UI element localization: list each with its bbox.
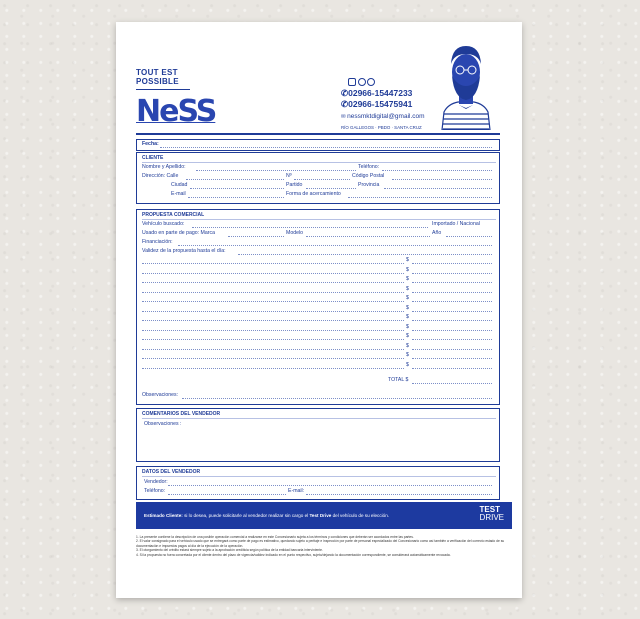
- twitter-icon: [358, 78, 366, 86]
- ciudad-label: Ciudad: [171, 182, 188, 188]
- comentarios-title: COMENTARIOS DEL VENDEDOR: [142, 411, 221, 417]
- phone-1-number: 02966-15447233: [348, 88, 413, 98]
- tagline-line-1: TOUT EST: [136, 68, 178, 77]
- bearded-man-illustration: [438, 42, 494, 130]
- nombre-field[interactable]: [196, 170, 356, 171]
- provincia-label: Provincia: [358, 182, 380, 188]
- propuesta-section: [136, 209, 500, 405]
- contact-address: RÍO GALLEGOS · PBDO · SANTA CRUZ: [341, 125, 422, 130]
- vendedor-telefono-field[interactable]: [168, 494, 286, 495]
- tagline-underline: [136, 89, 190, 90]
- item-currency-symbol: $: [406, 285, 409, 292]
- item-price-field[interactable]: [412, 368, 492, 369]
- item-price-field[interactable]: [412, 301, 492, 302]
- total-field[interactable]: [412, 383, 492, 384]
- numero-field[interactable]: [294, 179, 350, 180]
- provincia-field[interactable]: [384, 188, 492, 189]
- item-description-field[interactable]: [142, 263, 404, 264]
- vendedor-field[interactable]: [168, 485, 492, 486]
- vendedor-email-label: E-mail:: [288, 488, 305, 494]
- item-price-field[interactable]: [412, 273, 492, 274]
- test-drive-banner: [136, 502, 512, 529]
- vendedor-telefono-label: Teléfono:: [144, 488, 166, 494]
- phone-1: [341, 88, 425, 99]
- propuesta-observaciones-label: Observaciones:: [142, 392, 179, 398]
- vendedor-label: Vendedor:: [144, 479, 168, 485]
- item-price-field[interactable]: [412, 263, 492, 264]
- ciudad-field[interactable]: [190, 188, 284, 189]
- modelo-label: Modelo: [286, 230, 304, 236]
- tagline-line-2: POSSIBLE: [136, 77, 179, 86]
- propuesta-title: PROPUESTA COMERCIAL: [142, 212, 205, 218]
- item-price-field[interactable]: [412, 311, 492, 312]
- fecha-field[interactable]: [160, 147, 492, 148]
- item-description-field[interactable]: [142, 339, 404, 340]
- item-currency-symbol: $: [406, 276, 409, 282]
- item-description-field[interactable]: [142, 282, 404, 283]
- validez-field[interactable]: [238, 254, 492, 255]
- telefono-label: Teléfono:: [358, 164, 380, 170]
- banner-text-bold: Estimado Cliente:: [144, 513, 183, 518]
- item-description-field[interactable]: [142, 320, 404, 321]
- item-currency-symbol: $: [406, 352, 409, 358]
- forma-label: Forma de acercamiento: [286, 191, 341, 197]
- banner-text-bold-2: Test Drive: [309, 513, 332, 518]
- fine-print-4: 4. Si la propuesta no fuera concretada por el cliente dentro del plazo de vigencia/validez indicado en el punto respectivo, sujeto/dejando la documentación correspondiente, se considerará automáticamente revocada.: [136, 552, 451, 557]
- item-description-field[interactable]: [142, 301, 404, 302]
- usado-label: Usado en parte de pago: Marca: [142, 230, 215, 236]
- phone-icon: ✆: [341, 99, 349, 109]
- propuesta-title-rule: [142, 219, 496, 220]
- comentarios-field[interactable]: [144, 429, 494, 457]
- vehiculo-label: Vehículo buscado:: [142, 221, 185, 227]
- financiacion-field[interactable]: [178, 245, 492, 246]
- mail-icon: ✉: [341, 114, 346, 120]
- ness-logo: NeSS: [136, 94, 216, 129]
- address-line: [341, 123, 425, 131]
- item-description-field[interactable]: [142, 311, 404, 312]
- importado-label: Importado / Nacional: [432, 221, 480, 227]
- item-description-field[interactable]: [142, 358, 404, 359]
- item-description-field[interactable]: [142, 330, 404, 331]
- item-currency-symbol: $: [406, 257, 409, 263]
- cliente-title: CLIENTE: [142, 155, 164, 161]
- numero-label: Nº: [286, 173, 292, 179]
- item-price-field[interactable]: [412, 339, 492, 340]
- item-currency-symbol: $: [406, 323, 409, 330]
- phone-2-number: 02966-15475941: [348, 99, 413, 109]
- facebook-icon: [367, 78, 375, 86]
- cp-field[interactable]: [392, 179, 492, 180]
- banner-text-1: si lo desea, puede solicitarle al vendedor realizar sin cargo el: [182, 513, 310, 518]
- item-description-field[interactable]: [142, 292, 404, 293]
- contact-email: nessmktdigital@gmail.com: [347, 113, 425, 120]
- cp-label: Código Postal: [352, 173, 385, 179]
- item-currency-symbol: $: [406, 304, 409, 311]
- email-label: E-mail: [171, 191, 186, 197]
- item-price-field[interactable]: [412, 349, 492, 350]
- drive-word: DRIVE: [479, 513, 504, 522]
- banner-text-2: del vehículo de su elección.: [331, 513, 390, 518]
- fine-print-3: 3. El otorgamiento del crédito estará siempre sujeto a la aprobación crediticia según política de la entidad bancaria interviniente.: [136, 548, 323, 553]
- email-line: [341, 110, 425, 123]
- telefono-field[interactable]: [382, 170, 492, 171]
- marca-field[interactable]: [228, 236, 284, 237]
- item-currency-symbol: $: [406, 361, 409, 368]
- forma-field[interactable]: [348, 197, 492, 198]
- nombre-label: Nombre y Apellido:: [142, 164, 186, 170]
- item-currency-symbol: $: [406, 333, 409, 339]
- fine-print: [136, 535, 512, 557]
- item-price-field[interactable]: [412, 282, 492, 283]
- item-price-field[interactable]: [412, 320, 492, 321]
- validez-label: Validez de la propuesta hasta el día:: [142, 248, 226, 254]
- item-price-field[interactable]: [412, 292, 492, 293]
- financiacion-label: Financiación:: [142, 239, 173, 245]
- item-currency-symbol: $: [406, 342, 409, 349]
- instagram-icon: [348, 78, 356, 86]
- vendedor-title: DATOS DEL VENDEDOR: [142, 469, 201, 475]
- partido-field[interactable]: [306, 188, 356, 189]
- cliente-title-rule: [142, 162, 496, 163]
- item-currency-symbol: $: [406, 314, 409, 320]
- test-drive-logo: [480, 506, 504, 522]
- direccion-label: Dirección: Calle: [142, 173, 179, 179]
- header-rule: [136, 133, 500, 135]
- phone-icon: ✆: [341, 88, 349, 98]
- vendedor-title-rule: [142, 476, 496, 477]
- total-label: TOTAL $: [388, 377, 409, 383]
- item-currency-symbol: $: [406, 295, 409, 301]
- item-description-field[interactable]: [142, 349, 404, 350]
- calle-field[interactable]: [186, 179, 284, 180]
- fecha-label: Fecha:: [142, 141, 159, 147]
- order-form-sheet: [116, 22, 522, 598]
- item-price-field[interactable]: [412, 358, 492, 359]
- email-field[interactable]: [188, 197, 284, 198]
- comentarios-title-rule: [142, 418, 496, 419]
- fine-print-2: 2. El valor consignado para el vehículo usado que se entregará como parte de pago es estimativo, quedando sujeto a peritaje e inspección por parte de personal especializado del Concesionario como así también a verificación del correcto estado de su documentación e impuestos pagos al día de la ejecución de la operación.: [136, 539, 505, 548]
- fecha-box: [136, 139, 500, 151]
- vendedor-email-field[interactable]: [306, 494, 492, 495]
- test-word: TEST: [479, 505, 500, 514]
- fine-print-1: 1. La presente contiene la descripción de una posible operación comercial a realizarse en este Concesionario sujeta a los términos y condiciones que deberán ser acordados entre las partes.: [136, 535, 414, 539]
- item-description-field[interactable]: [142, 368, 404, 369]
- anio-field[interactable]: [446, 236, 492, 237]
- comentarios-observaciones-label: Observaciones :: [144, 421, 182, 427]
- item-price-field[interactable]: [412, 330, 492, 331]
- propuesta-observaciones-field[interactable]: [182, 398, 492, 399]
- item-description-field[interactable]: [142, 273, 404, 274]
- partido-label: Partido: [286, 182, 303, 188]
- contact-block: [341, 88, 425, 131]
- banner-text: [144, 513, 389, 518]
- brand-tagline: [136, 68, 179, 86]
- social-icons: [348, 78, 375, 88]
- item-currency-symbol: $: [406, 266, 409, 273]
- vehiculo-field[interactable]: [192, 227, 428, 228]
- modelo-field[interactable]: [306, 236, 430, 237]
- anio-label: Año: [432, 230, 442, 236]
- phone-2: [341, 99, 425, 110]
